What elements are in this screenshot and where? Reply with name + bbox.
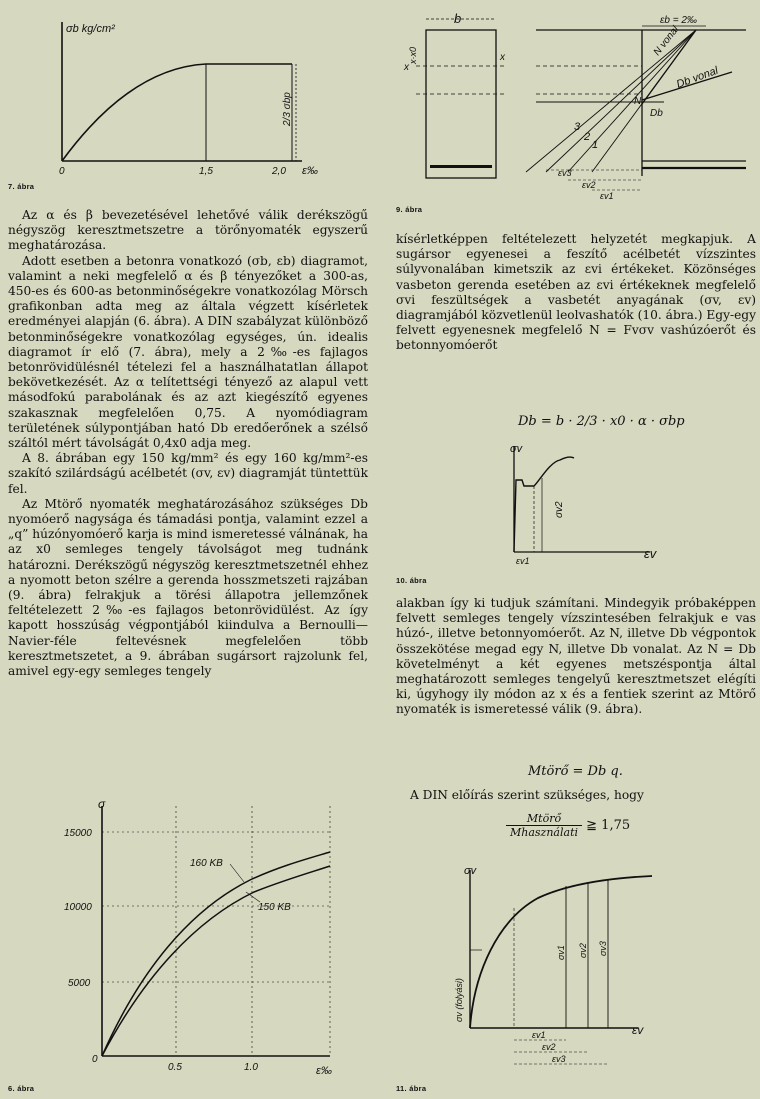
fig7-level-label: 2/3 σbp [282,92,293,126]
fig9-ev1-label: εv1 [600,191,614,201]
fig9-section-steel [430,165,492,168]
fig7-x-tick-0: 0 [59,166,65,177]
fig9-width-label: b [454,11,462,26]
left-paragraph-1: Az α és β bevezetésével lehetővé válik derékszögű négyszög keresztmetszetre a törőnyomaték egyszerű meghatározása. [8,208,368,253]
fig6-y-tick-10000: 10000 [64,902,92,913]
ratio-numerator: Mtörő [506,812,582,826]
figure-9-graphic [396,8,758,204]
equation-db: Db = b · 2/3 · x0 · α · σbp [518,414,685,429]
left-text-block [8,208,368,679]
fig6-series-label-160: 160 KB [190,858,223,869]
fig9-ray-2 [546,30,696,172]
fig9-strain-label: εb = 2‰ [660,15,697,26]
ratio-fraction [506,812,582,839]
left-paragraph-2: Adott esetben a betonra vonatkozó (σb, εb) diagramot, valamint a neki megfelelő α és β tényezőket a 300-as, 450-es és 600-as betonminőségekre vonatkozólag Mörsch grafikonban adta meg az általa végzett kísérletek eredményei alapján (6. ábra). A DIN szabályzat különböző betonminőségekre vonatkozólag egységes, ún. idealis diagramot ír elő (7. ábra), mely a 2‰-es fajlagos betonrövidülésnél tételezi fel a használhatatlan állapot bekövetkezését. Az α telítettségi tényező az alapul vett másodfokú parabolának és az azt kiegészítő egyenes szakasznak megfelelően 0,75. A nyomódiagram területének súlypontjában ható Db eredőerőnek a szélső száltól mért távolságát 0,4x0 adja meg. [8,253,368,451]
fig6-series-label-150: 150 KB [258,902,291,913]
fig6-leader-150 [246,892,260,902]
figure-6 [40,797,360,1080]
fig11-stress-label-1: σv1 [556,945,566,960]
ratio-denominator: Mhasználati [510,826,579,839]
left-paragraph-4: Az Mtörő nyomaték meghatározásához szükséges Db nyomóerő nagysága és támadási pontja, valamint ezzel a „q” húzónyomóerő karja is mind ismeretessé válnának, ha az x0 semleges tengely távolságot meg tudnánk határozni. Derékszögű négyszög keresztmetszetnél ehhez a nyomott beton szélre a gerenda hosszmetszeti rajzában (9. ábra) felrakjuk a törési állapotra jellemzőnek feltételezett 2‰-es fajlagos betonrövidülést. Az így kapott hosszúság végpontjából kiindulva a Bernoulli—Navier-féle feltevésnek megfelelően több keresztmetszetet, a 9. ábrában sugársort rajzolunk fel, amivel egy-egy semleges tengely [8,496,368,679]
left-paragraph-3: A 8. ábrában egy 150 kg/mm² és egy 160 kg/mm²-es szakító szilárdságú acélbetét (σv, εv) diagramját tüntettük fel. [8,451,368,496]
figure-7-graphic [40,8,340,188]
figure-10-graphic [500,440,700,572]
fig6-series-160 [102,852,330,1056]
fig9-db-line-label: Db vonal [674,64,720,91]
fig11-xlabel: εv [632,1023,644,1037]
fig11-stress-label-2: σv2 [578,943,588,958]
fig10-stress-label: σv2 [554,501,565,518]
fig10-xlabel: εv [644,546,657,561]
equation-mtoro: Mtörő = Db q. [528,764,623,779]
fig11-ylabel: σv [464,865,477,877]
right-text-block-2 [396,596,756,718]
fig6-leader-160 [230,864,244,882]
fig9-ev2-label: εv2 [582,180,596,190]
figure-9-caption: 9. ábra [396,205,423,214]
fig11-yield-label: σv (folyási) [454,978,464,1022]
fig6-x-tick-1_0: 1.0 [244,1062,258,1073]
fig9-x-label-right: x [500,52,505,63]
fig6-ylabel: σ [98,797,106,811]
figure-11-graphic [448,862,748,1084]
fig6-x-tick-0_5: 0.5 [168,1062,182,1073]
figure-10 [500,440,700,572]
fig9-section [426,30,496,178]
right-paragraph-2: alakban így ki tudjuk számítani. Mindegyik próbaképpen felvett semleges tengely vízszintesében felrakjuk e vas húzó-, illetve betonnyomóerőt. Az N, illetve Db végpontok összekötése megad egy N, illetve Db vonalat. Az N = Db követelményt a két egyenes metszéspontja által meghatározott semleges tengelyű keresztmetszet elégíti ki, úgyhogy ily módon az x és a fentiek szerint az Mtörő nyomaték is ismeretessé válik (9. ábra). [396,596,756,717]
figure-7 [40,8,340,188]
right-text-block-3 [396,788,756,803]
fig6-series-150 [102,866,330,1056]
right-paragraph-1: kísérletképpen feltételezett helyzetét megkapjuk. A sugársor egyenesei a feszítő acélbetét vízszintes súlyvonalában kimetszik az εvi értékeket. Közönséges vasbeton gerenda esetében az εvi értékeknek megfelelő σvi feszültségek a vasbetét anyagának (σv, εv) diagramjából közvetlenül leolvashatók (10. ábra.) Egy-egy felvett egyenesnek megfelelő N = Fvσv vashúzóerőt és betonnyomóerőt [396,232,756,353]
figure-11 [448,862,748,1084]
figure-11-caption: 11. ábra [396,1084,427,1093]
fig9-ray-1 [526,30,696,172]
fig9-ray-3 [568,30,696,172]
fig6-y-tick-5000: 5000 [68,978,91,989]
fig9-ray-label-1: 1 [592,139,599,151]
fig6-y-tick-15000: 15000 [64,828,92,839]
figure-10-caption: 10. ábra [396,576,427,585]
fig9-ray-label-3: 3 [574,121,581,133]
fig7-x-tick-1: 1,5 [199,166,213,177]
figure-6-caption: 6. ábra [8,1084,35,1093]
fig11-strain-label-1: εv1 [532,1030,546,1040]
fig7-ylabel: σb kg/cm² [66,23,115,35]
fig9-ray-label-2: 2 [584,131,591,143]
right-paragraph-3: A DIN előírás szerint szükséges, hogy [410,788,644,802]
fig11-stress-label-3: σv3 [598,941,608,956]
fig11-strain-label-3: εv3 [552,1054,566,1064]
right-text-block-1 [396,232,756,354]
fig9-ev3-label: εv3 [558,168,572,178]
fig9-x-label-left: x [404,62,409,73]
fig7-x-tick-2: 2,0 [272,166,286,177]
fig10-strain-label: εv1 [516,556,530,566]
fig6-xlabel: ε‰ [316,1065,332,1077]
fig10-ylabel: σv [510,443,523,455]
fig11-strain-label-2: εv2 [542,1042,556,1052]
fig9-db-label: Db [650,108,663,119]
fig7-xlabel: ε‰ [302,165,318,177]
figure-9 [396,8,758,204]
fig6-grid [102,806,330,1056]
fig9-n-line-label: N vonal [651,24,682,58]
fig9-depth-label: x·x0 [408,46,418,64]
fig10-stress-curve [514,457,574,552]
figure-6-graphic [40,797,360,1080]
equation-ratio [506,812,630,839]
ratio-rhs: ≧ 1,75 [586,818,631,833]
fig6-y-tick-0: 0 [92,1054,98,1065]
fig9-n-label: N [634,96,642,107]
figure-7-caption: 7. ábra [8,182,35,191]
fig7-stress-curve [62,64,292,161]
